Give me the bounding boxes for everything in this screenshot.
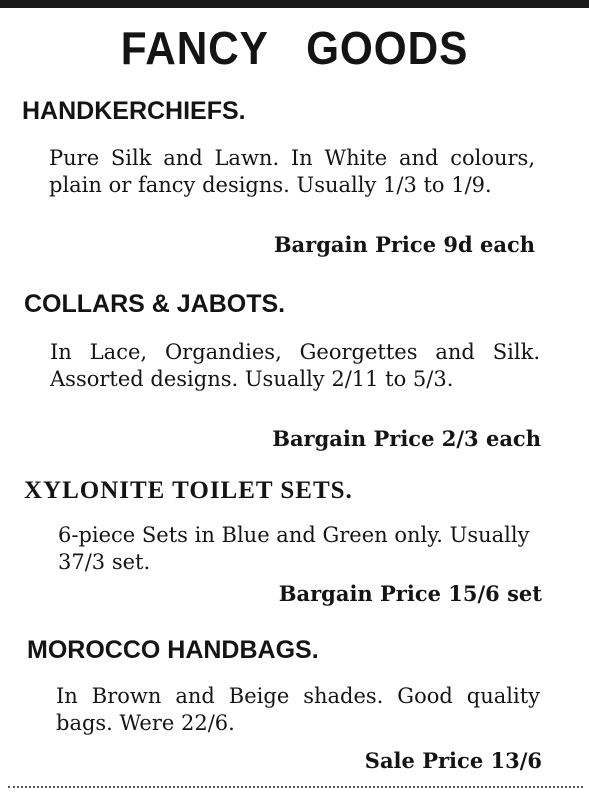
section-price-collars-jabots: Bargain Price 2/3 each [272,426,541,451]
section-description-handkerchiefs: Pure Silk and Lawn. In White and colours, plain or fancy designs. Usually 1/3 to 1/9. [49,146,535,197]
section-price-morocco-handbags: Sale Price 13/6 [364,748,542,773]
section-description-morocco-handbags: In Brown and Beige shades. Good quality bags. Were 22/6. [56,684,540,735]
top-border-rule [0,0,589,8]
section-heading-xylonite-toilet-sets: XYLONITE TOILET SETS. [24,477,353,504]
section-description-xylonite-toilet-sets: 6-piece Sets in Blue and Green only. Usually 37/3 set. [58,523,530,574]
section-heading-morocco-handbags: MOROCCO HANDBAGS. [27,636,319,664]
section-heading-handkerchiefs: HANDKERCHIEFS. [22,97,246,125]
section-description-collars-jabots: In Lace, Organdies, Georgettes and Silk. Assorted designs. Usually 2/11 to 5/3. [50,340,540,391]
bottom-border-rule [8,786,583,788]
section-heading-collars-jabots: COLLARS & JABOTS. [24,290,286,318]
section-price-xylonite-toilet-sets: Bargain Price 15/6 set [278,581,542,606]
advertisement-title: FANCY GOODS [120,22,469,74]
section-price-handkerchiefs: Bargain Price 9d each [273,232,535,257]
